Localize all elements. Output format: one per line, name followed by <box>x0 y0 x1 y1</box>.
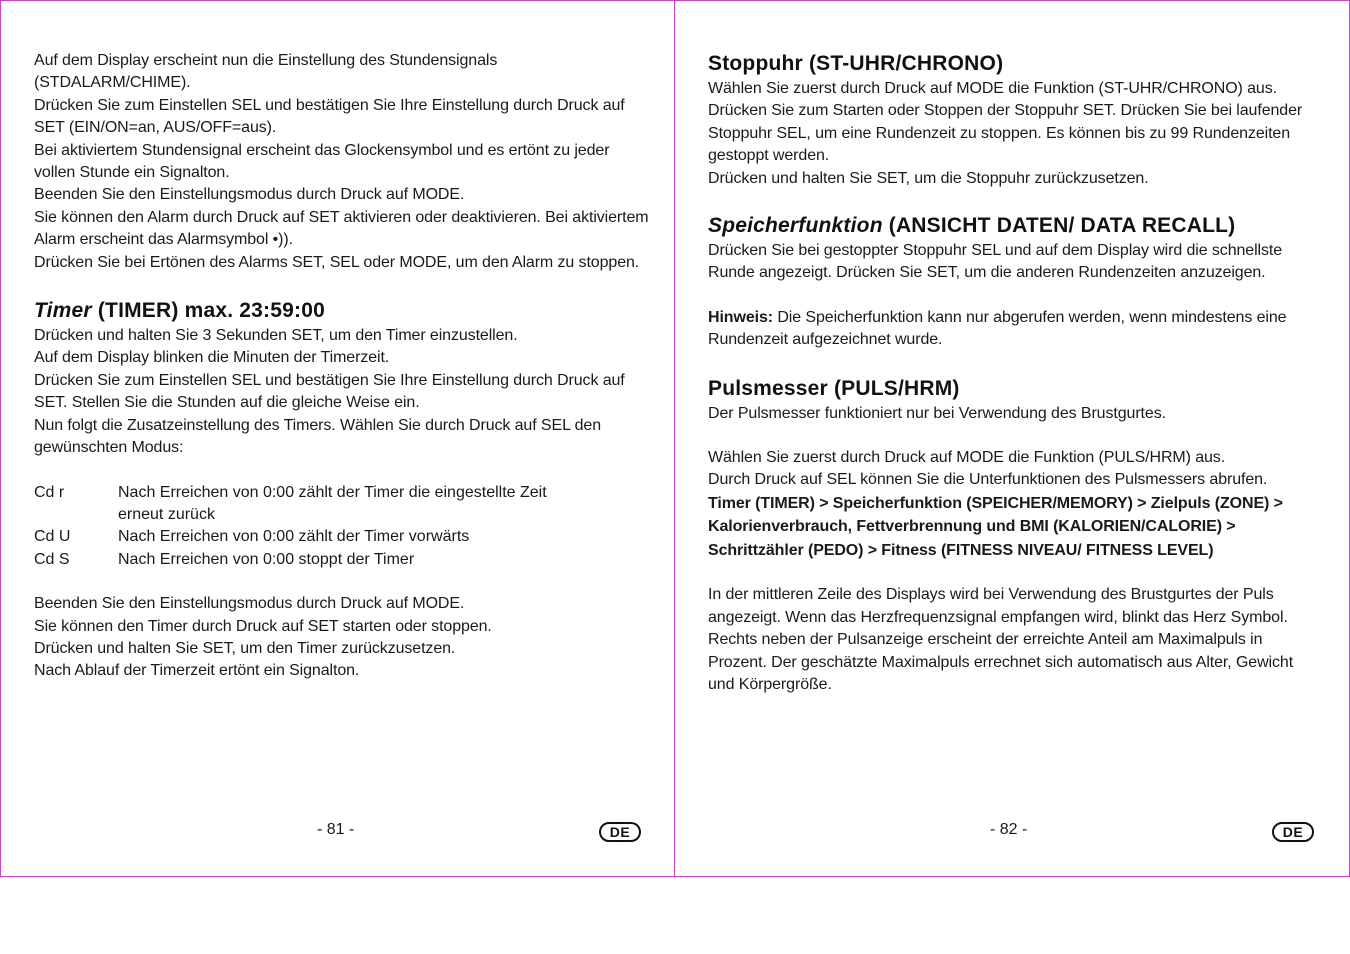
closing-text-2: Sie können den Timer durch Druck auf SET starten oder stoppen. <box>34 617 492 635</box>
pulse-select-2: Durch Druck auf SEL können Sie die Unterfunktionen des Pulsmessers abrufen. <box>708 471 1268 489</box>
alarm-text-1: Sie können den Alarm durch Druck auf SET aktivieren oder deaktivieren. Bei aktiviertem Alarm erscheint das Alarmsymbol •)). <box>34 208 649 249</box>
timer-text-3: Drücken Sie zum Einstellen SEL und bestätigen Sie Ihre Einstellung durch Druck auf SET. Stellen Sie die Stunden auf die gleiche Weise ein. <box>34 371 625 412</box>
timer-text-4: Nun folgt die Zusatzeinstellung des Timers. Wählen Sie durch Druck auf SEL den gewünschten Modus: <box>34 416 602 457</box>
language-badge: DE <box>1272 822 1314 842</box>
pulse-intro: Der Pulsmesser funktioniert nur bei Verwendung des Brustgurtes. <box>708 404 1166 422</box>
stopwatch-text-1: Wählen Sie zuerst durch Druck auf MODE die Funktion (ST-UHR/CHRONO) aus. <box>708 80 1277 97</box>
right-page-content <box>708 50 1323 696</box>
chime-text-3: Bei aktiviertem Stundensignal erscheint das Glockensymbol und es ertönt zu jeder vollen Stunde ein Signalton. <box>34 141 610 182</box>
stopwatch-text-2: Drücken Sie zum Starten oder Stoppen der Stoppuhr SET. Drücken Sie bei laufender Stoppuhr SEL, um eine Rundenzeit zu stoppen. Es können bis zu 99 Rundenzeiten gestoppt werden. <box>708 102 1303 165</box>
timer-mode-code: Cd U <box>34 528 71 546</box>
chime-text-1: Auf dem Display erscheint nun die Einstellung des Stundensignals (STDALARM/CHIME). <box>34 52 498 92</box>
timer-mode-row <box>34 526 649 548</box>
alarm-text-2: Drücken Sie bei Ertönen des Alarms SET, SEL oder MODE, um den Alarm zu stoppen. <box>34 253 640 271</box>
timer-mode-desc: Nach Erreichen von 0:00 zählt der Timer vorwärts <box>118 528 470 546</box>
pulse-menu-path: Timer (TIMER) > Speicherfunktion (SPEICHER/MEMORY) > Zielpuls (ZONE) > Kalorienverbrauch, Fettverbrennung und BMI (KALORIEN/CALORIE) > Schrittzähler (PEDO) > Fitness (FITNESS NIVEAU/ FITNESS LEVEL) <box>708 494 1283 559</box>
note-text <box>708 307 1323 352</box>
page-number: - 82 - <box>990 821 1028 838</box>
timer-heading <box>34 297 649 325</box>
language-badge: DE <box>599 822 641 842</box>
right-page <box>674 0 1350 877</box>
left-page <box>0 0 675 877</box>
page-number: - 81 - <box>317 821 355 838</box>
stopwatch-text-3: Drücken und halten Sie SET, um die Stoppuhr zurückzusetzen. <box>708 169 1149 187</box>
note-body: Die Speicherfunktion kann nur abgerufen werden, wenn mindestens eine Rundenzeit aufgezeichnet wurde. <box>708 308 1287 349</box>
pulse-heading: Pulsmesser (PULS/HRM) <box>708 376 960 400</box>
stopwatch-heading: Stoppuhr (ST-UHR/CHRONO) <box>708 52 1004 75</box>
timer-text-1: Drücken und halten Sie 3 Sekunden SET, um den Timer einzustellen. <box>34 327 518 345</box>
timer-mode-desc: Nach Erreichen von 0:00 zählt der Timer die eingestellte Zeit erneut zurück <box>118 483 547 523</box>
closing-text-4: Nach Ablauf der Timerzeit ertönt ein Signalton. <box>34 662 360 680</box>
chime-text-2: Drücken Sie zum Einstellen SEL und bestätigen Sie Ihre Einstellung durch Druck auf SET (EIN/ON=an, AUS/OFF=aus). <box>34 96 625 137</box>
note-label: Hinweis: <box>708 308 773 326</box>
memory-text: Drücken Sie bei gestoppter Stoppuhr SEL und auf dem Display wird die schnellste Runde angezeigt. Drücken Sie SET, um die anderen Rundenzeiten anzuzeigen. <box>708 242 1283 282</box>
memory-heading-italic: Speicherfunktion <box>708 214 883 238</box>
timer-mode-row <box>34 549 649 571</box>
timer-mode-row <box>34 482 649 527</box>
memory-heading-rest: (ANSICHT DATEN/ DATA RECALL) <box>882 214 1236 238</box>
chime-text-4: Beenden Sie den Einstellungsmodus durch Druck auf MODE. <box>34 186 465 204</box>
pulse-text-1: In der mittleren Zeile des Displays wird bei Verwendung des Brustgurtes der Puls angezeigt. Wenn das Herzfrequenzsignal empfangen wird, blinkt das Herz Symbol. <box>708 586 1288 626</box>
timer-mode-code: Cd r <box>34 483 65 501</box>
timer-mode-desc: Nach Erreichen von 0:00 stoppt der Timer <box>118 550 415 568</box>
timer-heading-italic: Timer <box>34 299 92 323</box>
timer-text-2: Auf dem Display blinken die Minuten der Timerzeit. <box>34 349 390 367</box>
left-page-content <box>34 50 649 683</box>
timer-mode-code: Cd S <box>34 550 70 568</box>
pulse-text-2: Rechts neben der Pulsanzeige erscheint der erreichte Anteil am Maximalpuls in Prozent. Der geschätzte Maximalpuls errechnet sich automatisch aus Alter, Gewicht und Körpergröße. <box>708 631 1294 693</box>
memory-heading <box>708 212 1323 240</box>
closing-text-3: Drücken und halten Sie SET, um den Timer zurückzusetzen. <box>34 639 456 657</box>
timer-heading-rest: (TIMER) max. 23:59:00 <box>91 299 325 323</box>
pulse-select-1: Wählen Sie zuerst durch Druck auf MODE die Funktion (PULS/HRM) aus. <box>708 449 1226 467</box>
closing-text-1: Beenden Sie den Einstellungsmodus durch Druck auf MODE. <box>34 595 465 613</box>
